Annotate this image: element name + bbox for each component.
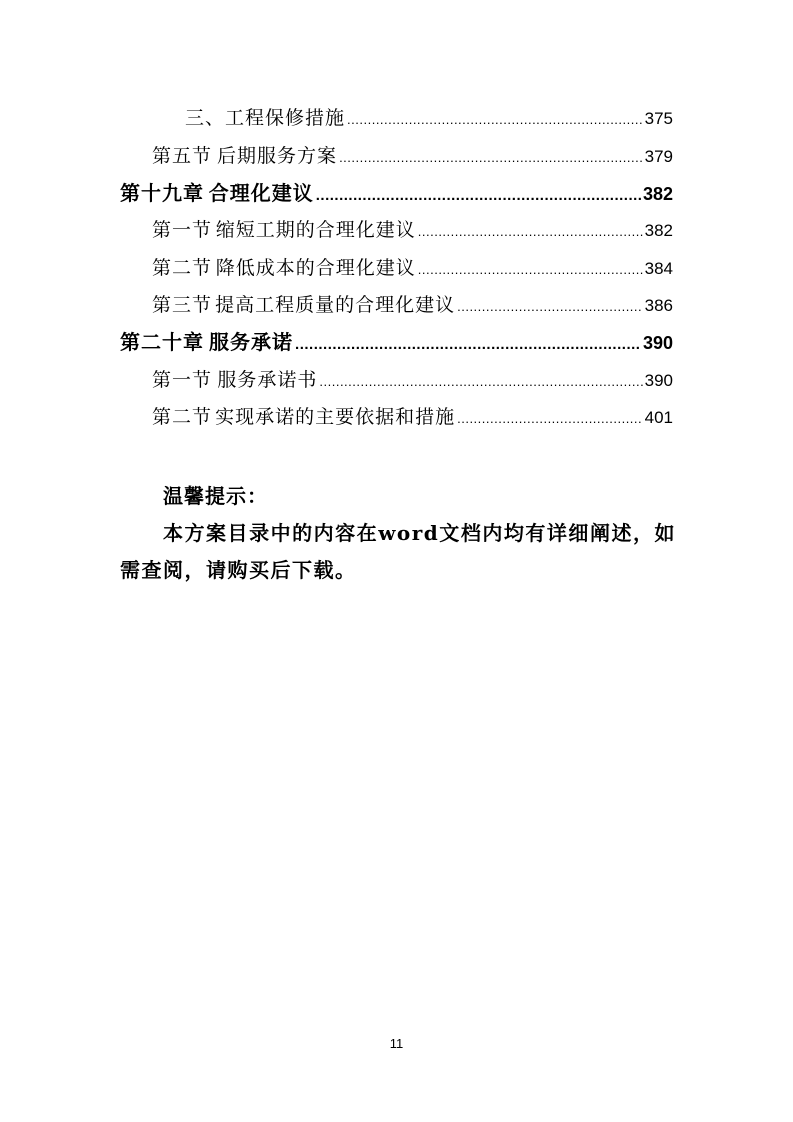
toc-entry-page: 401	[644, 408, 673, 427]
toc-dot-leader	[295, 331, 641, 359]
toc-entry-number: 第一节	[152, 219, 213, 241]
toc-entry-number: 第三节	[152, 294, 213, 316]
toc-entry-title: 工程保修措施	[225, 107, 346, 129]
toc-entry-title: 服务承诺	[209, 330, 294, 354]
toc-entry-page: 384	[644, 259, 673, 278]
toc-chapter-entry[interactable]	[120, 179, 673, 207]
toc-entry-number: 第一节	[152, 369, 213, 391]
toc-dot-leader	[418, 218, 643, 246]
toc-dot-leader	[457, 405, 643, 433]
toc-entry[interactable]	[120, 403, 673, 431]
tip-body: 本方案目录中的内容在word文档内均有详细阐述，如需查阅，请购买后下载。	[120, 521, 676, 582]
toc-entry-title: 提高工程质量的合理化建议	[215, 294, 456, 316]
page-number: 11	[389, 1036, 404, 1051]
tip-heading: 温馨提示：	[163, 484, 268, 508]
toc-entry-page: 390	[644, 371, 673, 390]
toc-entry-title: 降低成本的合理化建议	[215, 257, 416, 279]
toc-entry-title: 实现承诺的主要依据和措施	[215, 406, 456, 428]
toc-entry[interactable]	[120, 291, 673, 319]
toc-chapter-entry[interactable]	[120, 328, 673, 356]
toc-entry[interactable]	[120, 366, 673, 394]
toc-entry-page: 386	[644, 296, 673, 315]
toc-entry-number: 第二节	[152, 406, 213, 428]
toc-entry-page: 375	[644, 109, 673, 128]
toc-entry-page: 382	[644, 221, 673, 240]
toc-entry[interactable]	[120, 254, 673, 282]
toc-dot-leader	[418, 256, 643, 284]
toc-dot-leader	[316, 182, 641, 210]
toc-entry-page: 382	[642, 184, 673, 204]
toc-entry-title: 后期服务方案	[217, 145, 338, 167]
toc-entry-number: 第二十章	[120, 330, 204, 354]
toc-entry-page: 390	[642, 333, 673, 353]
toc-entry[interactable]	[120, 142, 673, 170]
toc-entry-number: 第五节	[152, 145, 213, 167]
toc-dot-leader	[347, 106, 643, 134]
toc-dot-leader	[319, 368, 642, 396]
toc-entry[interactable]	[120, 104, 673, 132]
toc-entry-number: 第二节	[152, 257, 213, 279]
toc-entry[interactable]	[120, 216, 673, 244]
toc-dot-leader	[457, 293, 643, 321]
toc-entry-number: 第十九章	[120, 181, 204, 205]
toc-entry-title: 缩短工期的合理化建议	[215, 219, 416, 241]
toc-entry-page: 379	[644, 147, 673, 166]
toc-entry-title: 服务承诺书	[217, 369, 318, 391]
toc-dot-leader	[339, 144, 643, 172]
toc-entry-title: 合理化建议	[208, 181, 314, 205]
toc-entry-number: 三、	[185, 107, 226, 129]
